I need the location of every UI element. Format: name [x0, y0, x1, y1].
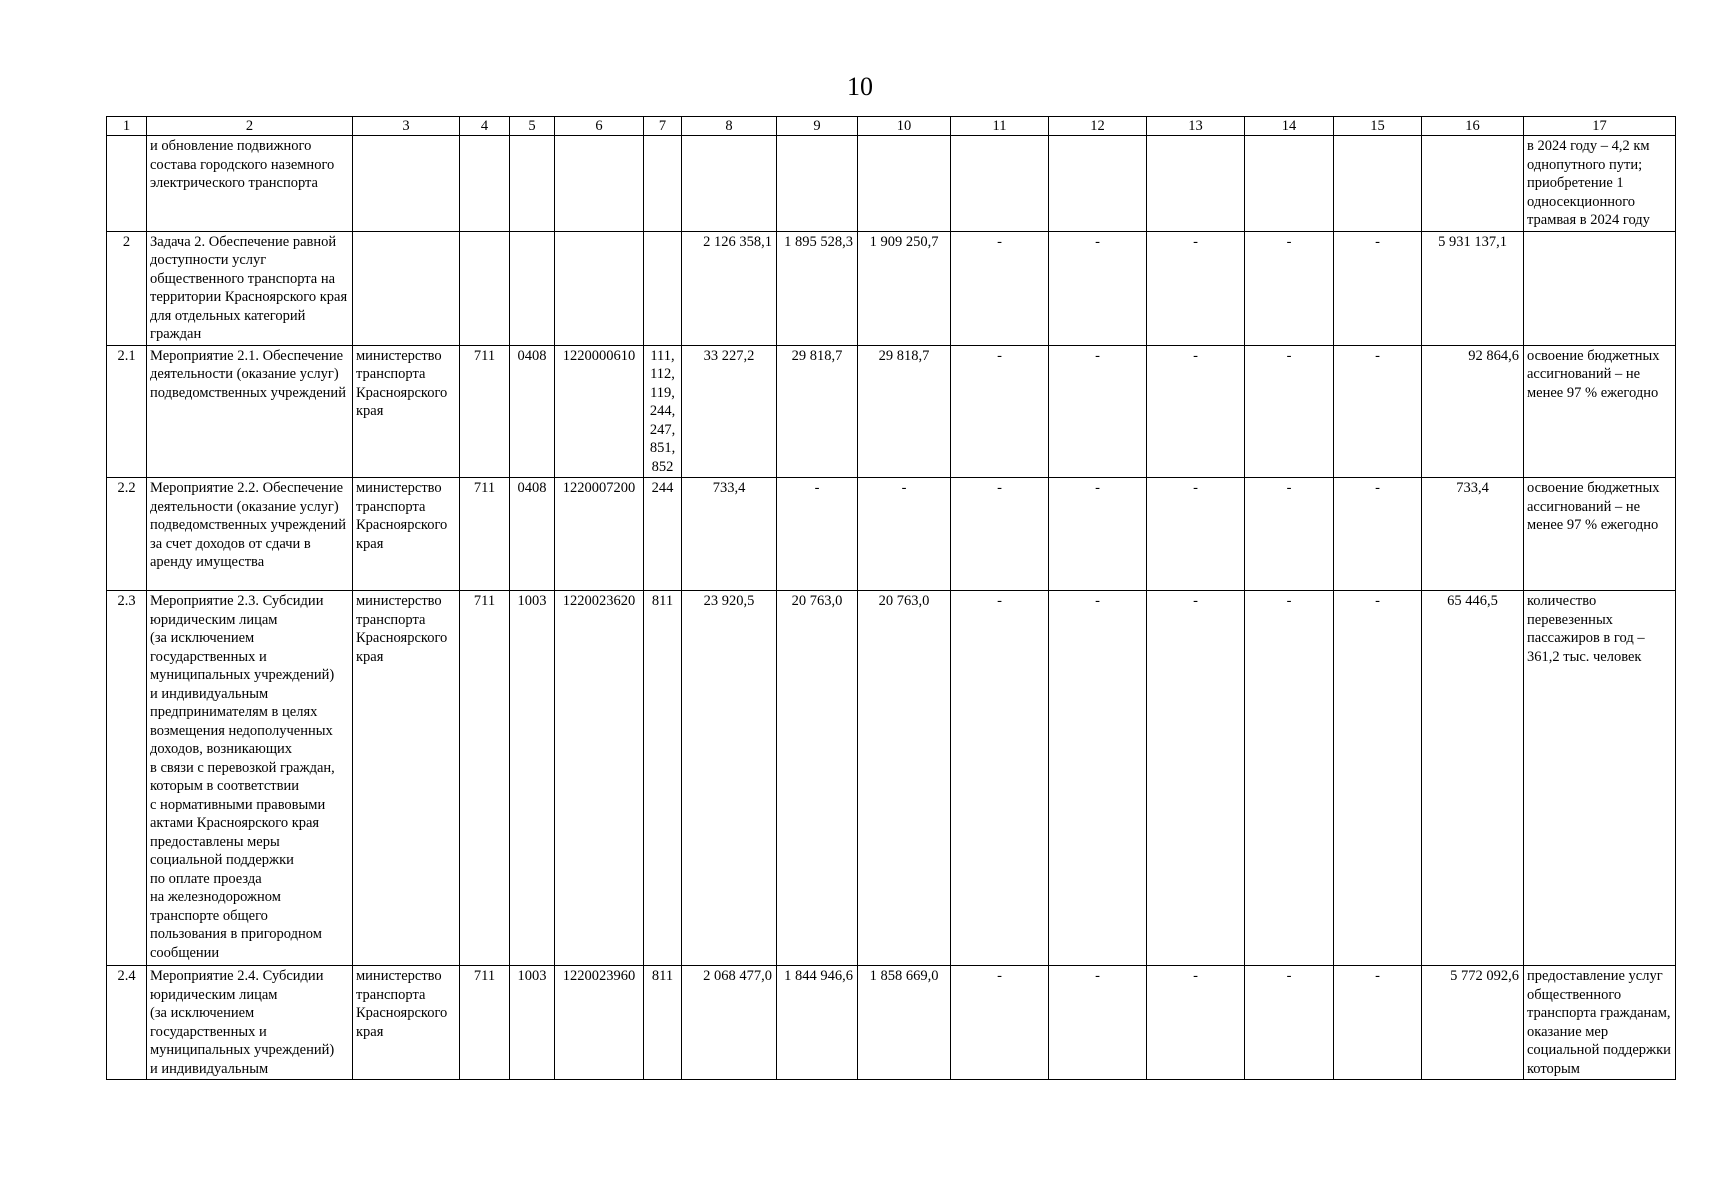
grbs-code: 711: [460, 591, 510, 966]
column-14-value: -: [1245, 966, 1334, 1080]
rzpr-code: 0408: [510, 478, 555, 591]
executor: [353, 231, 460, 345]
rzpr-code: [510, 231, 555, 345]
column-13-value: -: [1147, 591, 1245, 966]
executor: [353, 136, 460, 232]
year-3-amount: [858, 136, 951, 232]
grbs-code: 711: [460, 345, 510, 478]
column-12-value: -: [1049, 345, 1147, 478]
column-11-value: -: [951, 966, 1049, 1080]
column-12-value: -: [1049, 591, 1147, 966]
column-11-value: -: [951, 345, 1049, 478]
year-2-amount: 29 818,7: [777, 345, 858, 478]
measure-name: и обновление подвижного состава городского наземного электрического транспорта: [147, 136, 353, 232]
column-number: 3: [353, 117, 460, 136]
column-number: 2: [147, 117, 353, 136]
table-row: [107, 966, 1676, 1080]
csr-code: 1220023960: [555, 966, 644, 1080]
executor: министерство транспорта Красноярского края: [353, 345, 460, 478]
vr-code: 811: [644, 966, 682, 1080]
column-13-value: -: [1147, 345, 1245, 478]
year-1-amount: 2 126 358,1: [682, 231, 777, 345]
year-2-amount: 1 895 528,3: [777, 231, 858, 345]
grbs-code: [460, 231, 510, 345]
column-11-value: -: [951, 591, 1049, 966]
grbs-code: [460, 136, 510, 232]
executor: министерство транспорта Красноярского края: [353, 478, 460, 591]
column-13-value: [1147, 136, 1245, 232]
table-row: [107, 231, 1676, 345]
rzpr-code: 1003: [510, 591, 555, 966]
csr-code: 1220023620: [555, 591, 644, 966]
table-row: [107, 136, 1676, 232]
vr-code: [644, 231, 682, 345]
year-1-amount: 2 068 477,0: [682, 966, 777, 1080]
column-15-value: -: [1334, 591, 1422, 966]
column-number: 1: [107, 117, 147, 136]
rzpr-code: [510, 136, 555, 232]
column-15-value: -: [1334, 231, 1422, 345]
total-amount: 92 864,6: [1422, 345, 1524, 478]
year-1-amount: [682, 136, 777, 232]
column-12-value: -: [1049, 966, 1147, 1080]
year-2-amount: -: [777, 478, 858, 591]
column-15-value: -: [1334, 345, 1422, 478]
year-1-amount: 733,4: [682, 478, 777, 591]
row-number: 2.4: [107, 966, 147, 1080]
total-amount: 733,4: [1422, 478, 1524, 591]
column-14-value: -: [1245, 591, 1334, 966]
column-number: 8: [682, 117, 777, 136]
column-13-value: -: [1147, 231, 1245, 345]
column-14-value: [1245, 136, 1334, 232]
year-2-amount: 20 763,0: [777, 591, 858, 966]
column-12-value: [1049, 136, 1147, 232]
column-15-value: -: [1334, 478, 1422, 591]
expected-result: предоставление услуг общественного транспорта гражданам, оказание мер социальной поддержки которым: [1524, 966, 1676, 1080]
measure-name: Мероприятие 2.1. Обеспечение деятельности (оказание услуг) подведомственных учреждений: [147, 345, 353, 478]
column-14-value: -: [1245, 231, 1334, 345]
column-number: 12: [1049, 117, 1147, 136]
column-15-value: -: [1334, 966, 1422, 1080]
total-amount: [1422, 136, 1524, 232]
column-number: 17: [1524, 117, 1676, 136]
column-number: 13: [1147, 117, 1245, 136]
csr-code: 1220007200: [555, 478, 644, 591]
page-number: 10: [847, 72, 873, 101]
vr-code: 811: [644, 591, 682, 966]
column-number: 14: [1245, 117, 1334, 136]
column-12-value: -: [1049, 231, 1147, 345]
expected-result: освоение бюджетных ассигнований – не менее 97 % ежегодно: [1524, 345, 1676, 478]
column-number: 7: [644, 117, 682, 136]
column-15-value: [1334, 136, 1422, 232]
column-number: 15: [1334, 117, 1422, 136]
column-number: 9: [777, 117, 858, 136]
rzpr-code: 0408: [510, 345, 555, 478]
program-measures-table: [106, 116, 1676, 1080]
column-number: 4: [460, 117, 510, 136]
column-13-value: -: [1147, 966, 1245, 1080]
column-number: 6: [555, 117, 644, 136]
row-number: [107, 136, 147, 232]
total-amount: 5 772 092,6: [1422, 966, 1524, 1080]
row-number: 2.2: [107, 478, 147, 591]
measure-name: Задача 2. Обеспечение равной доступности услуг общественного транспорта на территории Красноярского края для отдельных категорий граждан: [147, 231, 353, 345]
column-14-value: -: [1245, 478, 1334, 591]
year-3-amount: -: [858, 478, 951, 591]
expected-result: количество перевезенных пассажиров в год – 361,2 тыс. человек: [1524, 591, 1676, 966]
expected-result: освоение бюджетных ассигнований – не менее 97 % ежегодно: [1524, 478, 1676, 591]
column-12-value: -: [1049, 478, 1147, 591]
grbs-code: 711: [460, 478, 510, 591]
expected-result: в 2024 году – 4,2 км однопутного пути; приобретение 1 односекционного трамвая в 2024 году: [1524, 136, 1676, 232]
column-number: 16: [1422, 117, 1524, 136]
column-number-row: [107, 117, 1676, 136]
executor: министерство транспорта Красноярского края: [353, 591, 460, 966]
year-2-amount: [777, 136, 858, 232]
column-11-value: -: [951, 478, 1049, 591]
row-number: 2.3: [107, 591, 147, 966]
year-3-amount: 1 909 250,7: [858, 231, 951, 345]
table-row: [107, 345, 1676, 478]
executor: министерство транспорта Красноярского края: [353, 966, 460, 1080]
grbs-code: 711: [460, 966, 510, 1080]
vr-code: 244: [644, 478, 682, 591]
column-number: 5: [510, 117, 555, 136]
csr-code: 1220000610: [555, 345, 644, 478]
column-14-value: -: [1245, 345, 1334, 478]
table-row: [107, 478, 1676, 591]
vr-code: 111, 112, 119, 244, 247, 851, 852: [644, 345, 682, 478]
year-3-amount: 29 818,7: [858, 345, 951, 478]
year-2-amount: 1 844 946,6: [777, 966, 858, 1080]
column-number: 11: [951, 117, 1049, 136]
expected-result: [1524, 231, 1676, 345]
measure-name: Мероприятие 2.3. Субсидии юридическим лицам (за исключением государственных и муниципальных учреждений) и индивидуальным предпринимателям в целях возмещения недополученных доходов, возникающих в связи с перевозкой граждан, которым в соответствии с нормативными правовыми актами Красноярского края предоставлены меры социальной поддержки по оплате проезда на железнодорожном транспорте общего пользования в пригородном сообщении: [147, 591, 353, 966]
column-number: 10: [858, 117, 951, 136]
rzpr-code: 1003: [510, 966, 555, 1080]
year-3-amount: 1 858 669,0: [858, 966, 951, 1080]
measure-name: Мероприятие 2.2. Обеспечение деятельности (оказание услуг) подведомственных учреждений за счет доходов от сдачи в аренду имущества: [147, 478, 353, 591]
table-row: [107, 591, 1676, 966]
total-amount: 65 446,5: [1422, 591, 1524, 966]
column-11-value: [951, 136, 1049, 232]
measure-name: Мероприятие 2.4. Субсидии юридическим лицам (за исключением государственных и муниципальных учреждений) и индивидуальным: [147, 966, 353, 1080]
row-number: 2.1: [107, 345, 147, 478]
csr-code: [555, 136, 644, 232]
csr-code: [555, 231, 644, 345]
column-13-value: -: [1147, 478, 1245, 591]
year-3-amount: 20 763,0: [858, 591, 951, 966]
vr-code: [644, 136, 682, 232]
year-1-amount: 23 920,5: [682, 591, 777, 966]
column-11-value: -: [951, 231, 1049, 345]
total-amount: 5 931 137,1: [1422, 231, 1524, 345]
row-number: 2: [107, 231, 147, 345]
year-1-amount: 33 227,2: [682, 345, 777, 478]
